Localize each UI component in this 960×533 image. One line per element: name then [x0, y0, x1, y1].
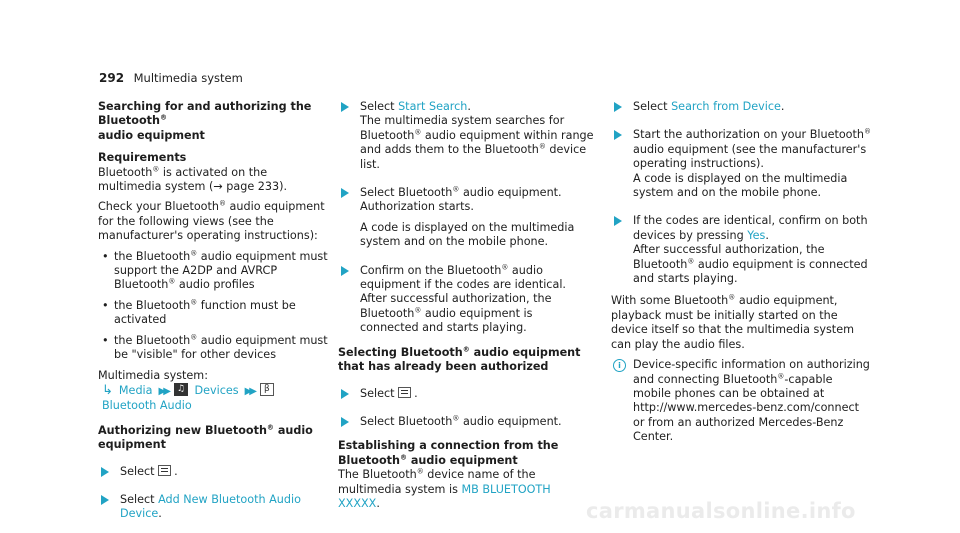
playback-paragraph: With some Bluetooth® audio equipment, playback must be initially started on the device itself so that the multimedia system can play the audio files. [611, 293, 854, 351]
bluetooth-audio-icon [260, 383, 274, 396]
heading-establish-connection: Establishing a connection from the Bluetooth® audio equipment [338, 439, 559, 467]
step: If the codes are identical, confirm on both devices by pressing Yes. After successful authorization, the Bluetooth® audio equipment is connected and starts playing. [611, 214, 873, 286]
step: Select Bluetooth® audio equipment. [338, 415, 594, 429]
path-bluetooth-audio-link[interactable]: Bluetooth Audio [102, 399, 192, 413]
column-2 [338, 100, 594, 511]
info-note: i Device-specific information on authorizing and connecting Bluetooth®-capable mobile phones can be obtained at http://www.mercedes-benz.com/connect or from an authorized Mercedes-Benz Center. [611, 358, 873, 444]
menu-icon[interactable] [398, 387, 411, 398]
step-note: A code is displayed on the multimedia system and on the mobile phone. [360, 220, 575, 249]
step-arrow-icon [341, 417, 349, 427]
step-arrow-icon [101, 495, 109, 505]
step: Confirm on the Bluetooth® audio equipment if the codes are identical. After successful authorization, the Bluetooth® audio equipment is connected and starts playing. [338, 264, 594, 336]
step-arrow-icon [341, 188, 349, 198]
step: Start the authorization on your Bluetooth® audio equipment (see the manufacturer's operating instructions). A code is displayed on the multimedia system and on the mobile phone. [611, 128, 873, 200]
bullet-item: • the Bluetooth® function must be activated [98, 299, 330, 328]
yes-link[interactable]: Yes [747, 228, 766, 242]
step-arrow-icon [614, 102, 622, 112]
menu-icon[interactable] [158, 465, 171, 476]
heading-select-authorized: Selecting Bluetooth® audio equipment that has already been authorized [338, 344, 581, 374]
search-from-device-link[interactable]: Search from Device [671, 100, 781, 113]
path-media-link[interactable]: Media [118, 383, 153, 397]
heading-search-authorize: Searching for and authorizing the Bluetooth® audio equipment [98, 100, 312, 142]
step: Select Add New Bluetooth Audio Device. [98, 493, 330, 522]
check-paragraph: Check your Bluetooth® audio equipment for the following views (see the manufacturer's operating instructions): [98, 199, 325, 243]
device-name-value: MB BLUETOOTH XXXXX [338, 482, 551, 510]
column-1 [98, 100, 330, 522]
return-arrow-icon: ↳ [102, 382, 113, 398]
section-title: Multimedia system [133, 71, 243, 85]
step-arrow-icon [341, 266, 349, 276]
page-number: 292 [99, 71, 125, 85]
step: Select Search from Device. [611, 100, 873, 114]
start-search-link[interactable]: Start Search [398, 100, 468, 113]
add-new-device-link[interactable]: Add New Bluetooth Audio Device [120, 492, 301, 521]
bullet-item: • the Bluetooth® audio equipment must support the A2DP and AVRCP Bluetooth® audio profiles [98, 250, 330, 293]
step-arrow-icon [341, 102, 349, 112]
step: Select Start Search. The multimedia system searches for Bluetooth® audio equipment within range and adds them to the Bluetooth® device list. [338, 100, 594, 172]
double-chevron-icon: ▶▶ [158, 385, 168, 397]
step-arrow-icon [341, 389, 349, 399]
page-header [99, 71, 243, 86]
step-arrow-icon [614, 216, 622, 226]
watermark: carmanualsonline.info [586, 499, 856, 523]
heading-authorize-new: Authorizing new Bluetooth® audio equipment [98, 422, 313, 452]
device-name-paragraph: The Bluetooth® device name of the multimedia system is MB BLUETOOTH XXXXX. [338, 467, 551, 510]
step-arrow-icon [614, 130, 622, 140]
info-icon: i [613, 359, 626, 372]
column-3 [611, 100, 873, 445]
step: Select . [338, 387, 594, 401]
requirements-heading: Requirements [98, 151, 187, 165]
requirement-paragraph: Bluetooth® is activated on the multimedia system (→ page 233). [98, 164, 288, 194]
step-arrow-icon [101, 467, 109, 477]
multimedia-system-label: Multimedia system: [98, 368, 208, 382]
step: Select Bluetooth® audio equipment. Authorization starts. [338, 186, 594, 215]
music-icon [174, 383, 188, 396]
menu-path [98, 383, 330, 414]
double-chevron-icon: ▶▶ [244, 385, 254, 397]
bullet-item: • the Bluetooth® audio equipment must be "visible" for other devices [98, 334, 330, 363]
step: Select . [98, 465, 330, 479]
path-devices-link[interactable]: Devices [194, 383, 239, 397]
